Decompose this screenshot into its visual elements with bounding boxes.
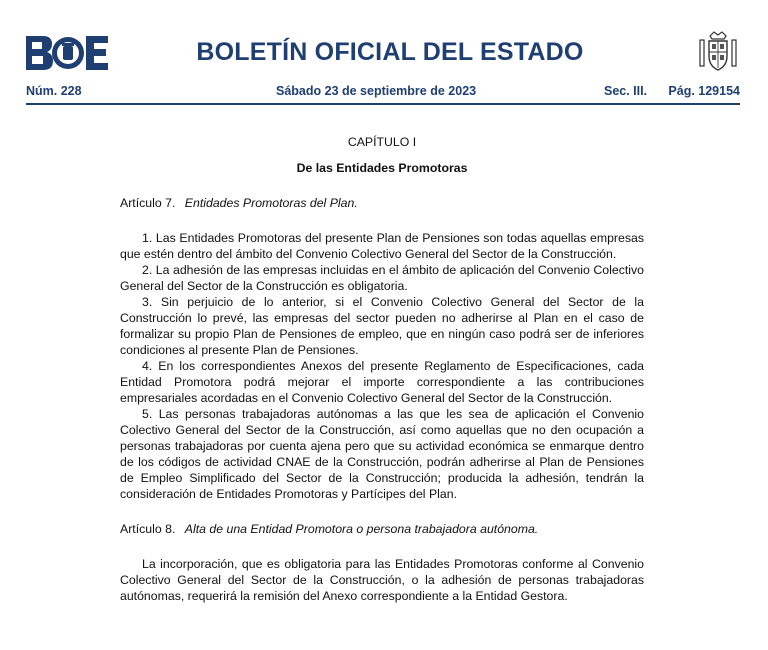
article-8-label: Artículo 8. bbox=[120, 522, 176, 536]
article-7-label: Artículo 7. bbox=[120, 196, 176, 210]
article-7-paragraph-2: 2. La adhesión de las empresas incluidas en el ámbito de aplicación del Convenio Colectivo General del Sector de la Construcción es obligatoria. bbox=[120, 263, 644, 293]
chapter-heading: CAPÍTULO I bbox=[347, 135, 417, 149]
article-8-title: Alta de una Entidad Promotora o persona trabajadora autónoma. bbox=[184, 522, 539, 536]
masthead-title: BOLETÍN OFICIAL DEL ESTADO bbox=[196, 38, 584, 66]
article-7-paragraph-3: 3. Sin perjuicio de lo anterior, si el Convenio Colectivo General del Sector de la Construcción lo prevé, las empresas del sector pueden no adherirse al Plan en el caso de formalizar su propio Plan de Pensiones de empleo, que en ningún caso podrá ser de inferiores condiciones al presente Plan de Pensiones. bbox=[120, 295, 644, 357]
issue-info-bar bbox=[26, 84, 740, 102]
article-8-paragraph: La incorporación, que es obligatoria para las Entidades Promotoras conforme al Convenio Colectivo General del Sector de la Construcción, o la adhesión de personas trabajadoras autónomas, requerirá la remisión del Anexo correspondiente a la Entidad Gestora. bbox=[120, 557, 644, 603]
document-body bbox=[120, 130, 644, 604]
chapter-title: De las Entidades Promotoras bbox=[296, 161, 468, 175]
section-label: Sec. III. bbox=[604, 84, 648, 98]
article-7-paragraph-5: 5. Las personas trabajadoras autónomas a las que les sea de aplicación el Convenio Colectivo General del Sector de la Construcción, así como aquellas que no den ocupación a personas trabajadoras por cuenta ajena pero que su actividad económica se enmarque dentro de los códigos de actividad CNAE de la Construcción, podrán adherirse al Plan de Pensiones de Empleo Simplificado del Sector de la Construcción; producida la adhesión, tendrán la consideración de Entidades Promotoras y Partícipes del Plan. bbox=[120, 407, 644, 501]
header-divider bbox=[26, 103, 740, 105]
article-7-heading bbox=[120, 195, 644, 211]
page-number: Pág. 129154 bbox=[668, 84, 740, 98]
issue-number: Núm. 228 bbox=[26, 84, 82, 98]
coat-of-arms-icon bbox=[696, 30, 740, 74]
issue-date: Sábado 23 de septiembre de 2023 bbox=[276, 84, 477, 98]
article-7-paragraph-4: 4. En los correspondientes Anexos del presente Reglamento de Especificaciones, cada Entidad Promotora podrá mejorar el importe correspondiente a las contribuciones empresariales acordadas en el Convenio Colectivo General del Sector de la Construcción. bbox=[120, 359, 644, 405]
boe-logo bbox=[26, 36, 108, 70]
article-7-title: Entidades Promotoras del Plan. bbox=[184, 196, 358, 210]
article-7-paragraph-1: 1. Las Entidades Promotoras del presente Plan de Pensiones son todas aquellas empresas que estén dentro del ámbito del Convenio Colectivo General del Sector de la Construcción. bbox=[120, 231, 644, 261]
article-8-heading bbox=[120, 521, 644, 537]
document-header bbox=[26, 30, 740, 78]
